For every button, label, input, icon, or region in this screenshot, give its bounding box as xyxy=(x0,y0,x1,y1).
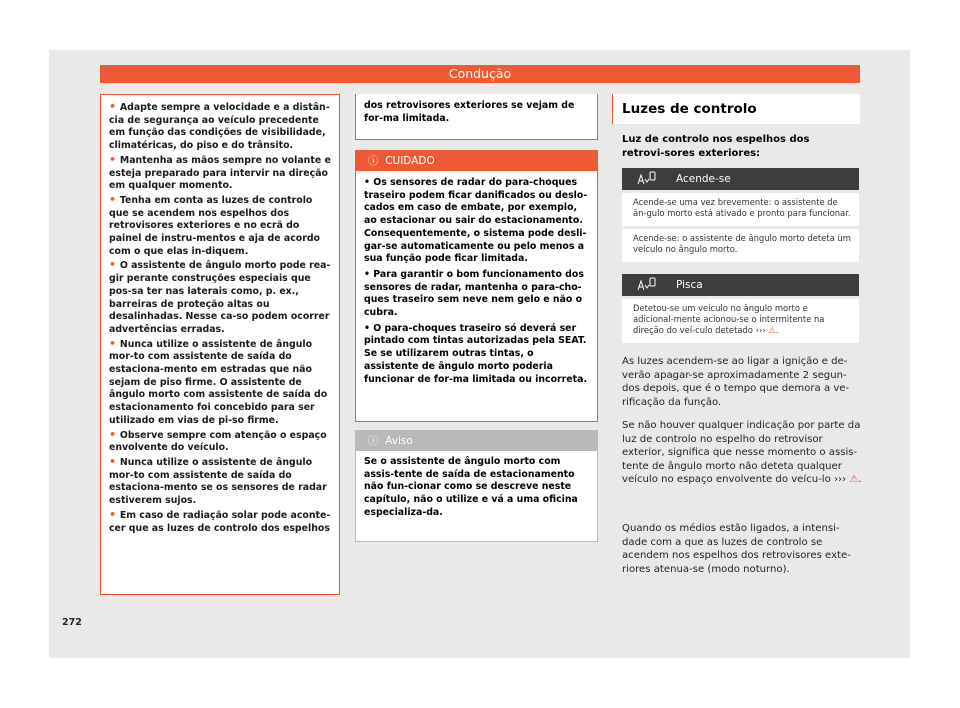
bullet-icon: • xyxy=(109,507,120,521)
cross-reference-arrows: ››› xyxy=(833,474,847,486)
bullet-icon: • xyxy=(109,454,120,468)
blind-spot-lamp-icon xyxy=(636,171,658,187)
list-item: • Adapte sempre a velocidade e a distân-cia de segurança ao veículo precedente em função das condições de visibilidade, climatéricas, do piso e do trânsito. xyxy=(109,100,330,152)
list-item: • Observe sempre com atenção o espaço envolvente do veículo. xyxy=(109,427,327,454)
list-item: • Tenha em conta as luzes de controlo que se acendem nos espelhos dos retrovisores exteriores e no ecrã do painel de instru-mentos e aja de acordo com o que elas in-diquem. xyxy=(109,192,320,257)
lamp-header-blink: Pisca xyxy=(622,274,859,296)
bullet-icon: • xyxy=(109,336,120,350)
caution-box xyxy=(355,150,598,422)
paragraph: As luzes acendem-se ao ligar a ignição e de-verão apagar-se aproximadamente 2 segun-dos depois, que é o tempo que demora a ve-rificação da função. xyxy=(622,356,850,408)
lamp-description-row: Acende-se uma vez brevemente: o assistente de ân-gulo morto está ativado e pronto para funcionar. xyxy=(622,193,859,226)
subheading: Luz de controlo nos espelhos dos retrovi-sores exteriores: xyxy=(622,134,810,159)
warning-triangle-icon: ⚠ xyxy=(768,325,776,335)
list-item: • Mantenha as mãos sempre no volante e esteja preparado para intervir na direção em qualquer momento. xyxy=(109,152,331,192)
list-item: • Nunca utilize o assistente de ângulo mor-to com assistente de saída do estaciona-mento em estradas que não sejam de piso firme. O assistente de ângulo morto com assistente de saída do estacionamento foi concebido para ser utilizado em vias de pi-so firme. xyxy=(109,336,328,426)
paragraph: Quando os médios estão ligados, a intensi-dade com a que as luzes de controlo se acendem nos espelhos dos retrovisores exte-riores atenua-se (modo noturno). xyxy=(622,523,851,575)
bullet-icon: • xyxy=(109,152,120,166)
lamp-description-row: Acende-se: o assistente de ângulo morto deteta um veículo no ângulo morto. xyxy=(622,229,859,262)
cross-reference-arrows: ››› xyxy=(755,325,766,335)
list-item: • Nunca utilize o assistente de ângulo mor-to com assistente de saída do estaciona-mento se os sensores de radar estiverem sujos. xyxy=(109,454,327,507)
list-item: • Os sensores de radar do para-choques traseiro podem ficar danificados ou deslo-cados em caso de embate, por exemplo, ao estacionar ou sair do estacionamento. Consequentemente, o sistema pode desli-gar-se automaticamente ou pelo menos a sua função pode ficar limitada. xyxy=(364,177,588,265)
warning-continuation-box xyxy=(100,94,340,595)
chapter-header: Condução xyxy=(100,65,860,83)
bullet-icon: • xyxy=(109,427,120,441)
bullet-icon: • xyxy=(109,192,120,206)
notice-header: ⓘ Aviso xyxy=(356,431,597,451)
notice-text: Se o assistente de ângulo morto com assis-tente de saída de estacionamento não fun-cionar como se descreve neste capítulo, não o utilize e vá a uma oficina especializa-da. xyxy=(364,456,578,518)
list-item: • O assistente de ângulo morto pode rea-gir perante construções especiais que pos-sa ter nas laterais como, p. ex., barreiras de proteção altas ou desalinhadas. Nesse ca-so podem ocorrer advertências erradas. xyxy=(109,258,331,335)
paragraph: Se não houver qualquer indicação por parte da luz de controlo no espelho do retrovisor exterior, significa que nesse momento o assis-tente de ângulo morto não deteta qualquer veículo no espaço envolvente do veícu-lo ››› ⚠. xyxy=(622,420,862,486)
caution-icon: ⓘ xyxy=(368,155,379,167)
warning-continuation-text: dos retrovisores exteriores se vejam de for-ma limitada. xyxy=(355,94,598,140)
bullet-icon: • xyxy=(109,100,120,113)
notice-box xyxy=(355,430,598,542)
warning-triangle-icon: ⚠ xyxy=(849,474,859,486)
page-number: 272 xyxy=(62,617,82,628)
section-title: Luzes de controlo xyxy=(612,94,860,124)
caution-header: ⓘ CUIDADO xyxy=(356,151,597,171)
list-item: • Para garantir o bom funcionamento dos sensores de radar, mantenha o para-cho-ques traseiro sem neve nem gelo e não o cubra. xyxy=(364,268,584,319)
lamp-header-on: Acende-se xyxy=(622,168,859,190)
list-item: • Em caso de radiação solar pode aconte-cer que as luzes de controlo dos espelhos xyxy=(109,507,331,534)
bullet-icon: • xyxy=(109,258,120,272)
blind-spot-lamp-icon xyxy=(636,277,658,293)
lamp-description-row: Detetou-se um veículo no ângulo morto e adicional-mente acionou-se o intermitente na direção do veí-culo detetado ››› ⚠. xyxy=(622,299,859,343)
list-item: • O para-choques traseiro só deverá ser pintado com tintas autorizadas pela SEAT. Se se utilizarem outras tintas, o assistente de ângulo morto poderia funcionar de for-ma limitada ou incorreta. xyxy=(364,322,588,385)
info-icon: ⓘ xyxy=(368,435,379,447)
